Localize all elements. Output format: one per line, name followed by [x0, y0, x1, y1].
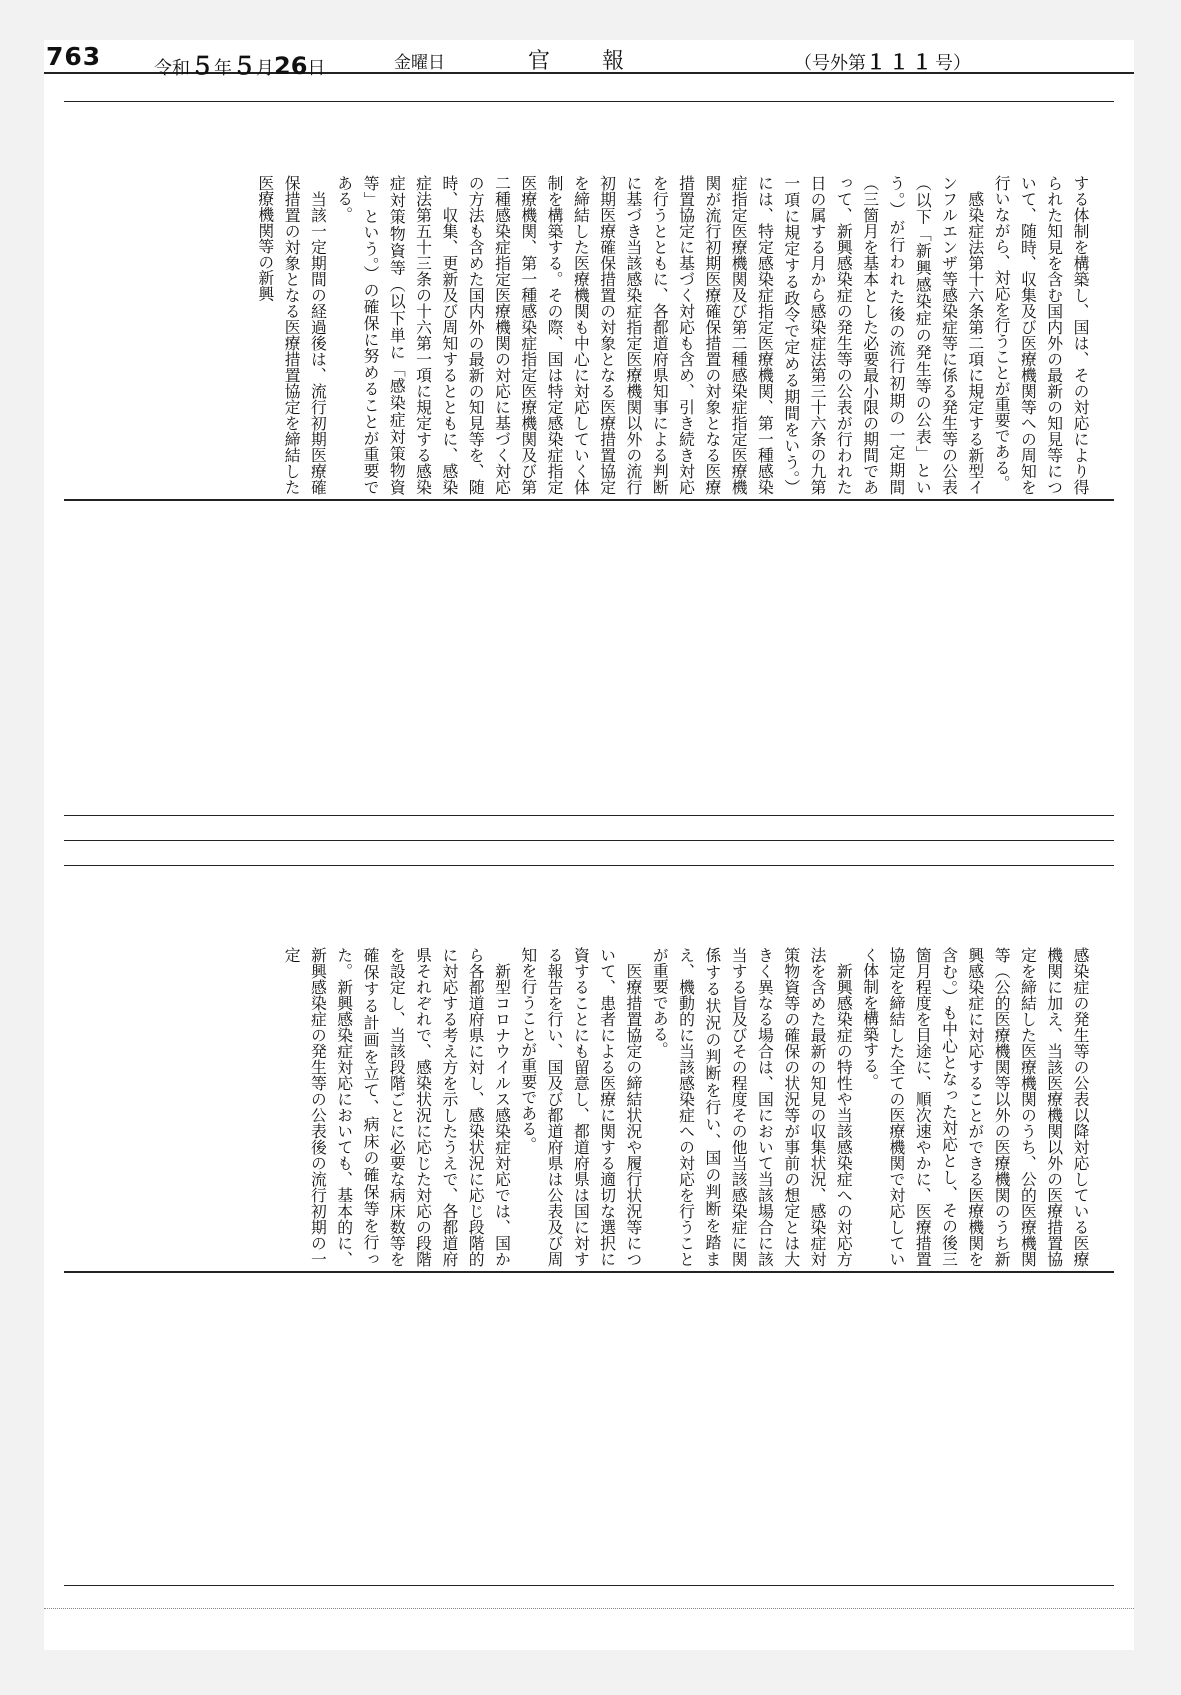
paragraph: 感染症の発生等の公表以降対応している医療機関に加え、当該医療機関以外の医療措置協定を締結した医療機関のうち、公的医療機関等（公的医療機関等以外の医療機関のうち新興感染症に対応することができる医療機関を含む。）も中心となった対応とし、その後三箇月程度を目途に、順次速やかに、医療措置協定を締結した全ての医療機関で対応していく体制を構築する。 [860, 947, 1090, 1267]
page-header [44, 40, 1134, 80]
issue-number [794, 46, 971, 75]
year-unit: 年 [214, 58, 232, 79]
issue-suffix: 号） [935, 53, 971, 74]
page-number: 763 [46, 42, 102, 71]
year: ５ [190, 52, 214, 80]
day-unit: 日 [307, 58, 326, 79]
issue-number-value: １１１ [866, 50, 935, 74]
paragraph: 当該一定期間の経過後は、流行初期医療確保措置の対象となる医療措置協定を締結した医療機関等の新興 [255, 175, 328, 495]
divider-lower-block-bottom [64, 1271, 1114, 1273]
divider-separator-3 [64, 865, 1114, 866]
upper-text-block [58, 175, 1093, 495]
weekday: 金曜日 [394, 53, 445, 73]
divider-separator-1 [64, 815, 1114, 816]
divider-upper-block-bottom [64, 499, 1114, 501]
divider-top [64, 101, 1114, 102]
paragraph: 新型コロナウイルス感染症対応では、国から各都道府県に対し、感染状況に応じ段階的に対応する考え方を示したうえで、各都道府県それぞれで、感染状況に応じた対応の段階を設定し、当該段階ごとに必要な病床数等を確保する計画を立て、病床の確保等を行った。新興感染症対応においても、基本的に、新興感染症の発生等の公表後の流行初期の一定 [282, 947, 512, 1267]
gazette-page [44, 40, 1134, 1650]
month-unit: 月 [256, 58, 274, 79]
divider-bottom [64, 1585, 1114, 1586]
paragraph: する体制を構築し、国は、その対応により得られた知見を含む国内外の最新の知見等について、随時、収集及び医療機関等への周知を行いながら、対応を行うことが重要である。 [992, 175, 1090, 495]
paragraph: 感染症法第十六条第二項に規定する新型インフルエンザ等感染症等に係る発生等の公表（以下「新興感染症の発生等の公表」という。）が行われた後の流行初期の一定期間（三箇月を基本とした必要最小限の期間であって、新興感染症の発生等の公表が行われた日の属する月から感染症法第三十六条の九第一項に規定する政令で定める期間をいう。）には、特定感染症指定医療機関、第一種感染症指定医療機関及び第二種感染症指定医療機関が流行初期医療確保措置の対象となる医療措置協定に基づく対応も含め、引き続き対応を行うとともに、各都道府県知事による判断に基づき当該感染症指定医療機関以外の流行初期医療確保措置の対象となる医療措置協定を締結した医療機関も中心に対応していく体制を構築する。その際、国は特定感染症指定医療機関、第一種感染症指定医療機関及び第二種感染症指定医療機関の対応に基づく対応の方法も含めた国内外の最新の知見等を、随時、収集、更新及び周知するとともに、感染症法第五十三条の十六第一項に規定する感染症対策物資等（以下単に「感染症対策物資等」という。）の確保に努めることが重要である。 [334, 175, 985, 495]
paragraph: 医療措置協定の締結状況や履行状況等について、患者による医療に関する適切な選択に資することにも留意し、都道府県は国に対する報告を行い、国及び都道府県は公表及び周知を行うことが重要である。 [518, 947, 643, 1267]
gazette-title: 官報 [528, 49, 677, 74]
issue-prefix: （号外第 [794, 53, 866, 74]
page-bottom-dotted-rule [44, 1608, 1134, 1609]
era: 令和 [154, 58, 190, 79]
divider-separator-2 [64, 840, 1114, 841]
paragraph: 新興感染症の特性や当該感染症への対応方法を含めた最新の知見の収集状況、感染症対策物資等の確保の状況等が事前の想定とは大きく異なる場合は、国において当該場合に該当する旨及びその程度その他当該感染症に関係する状況の判断を行い、国の判断を踏まえ、機動的に当該感染症への対応を行うことが重要である。 [650, 947, 854, 1267]
month: ５ [232, 52, 256, 80]
day: 26 [274, 52, 308, 80]
publication-date [154, 46, 325, 81]
lower-text-block [58, 947, 1093, 1267]
